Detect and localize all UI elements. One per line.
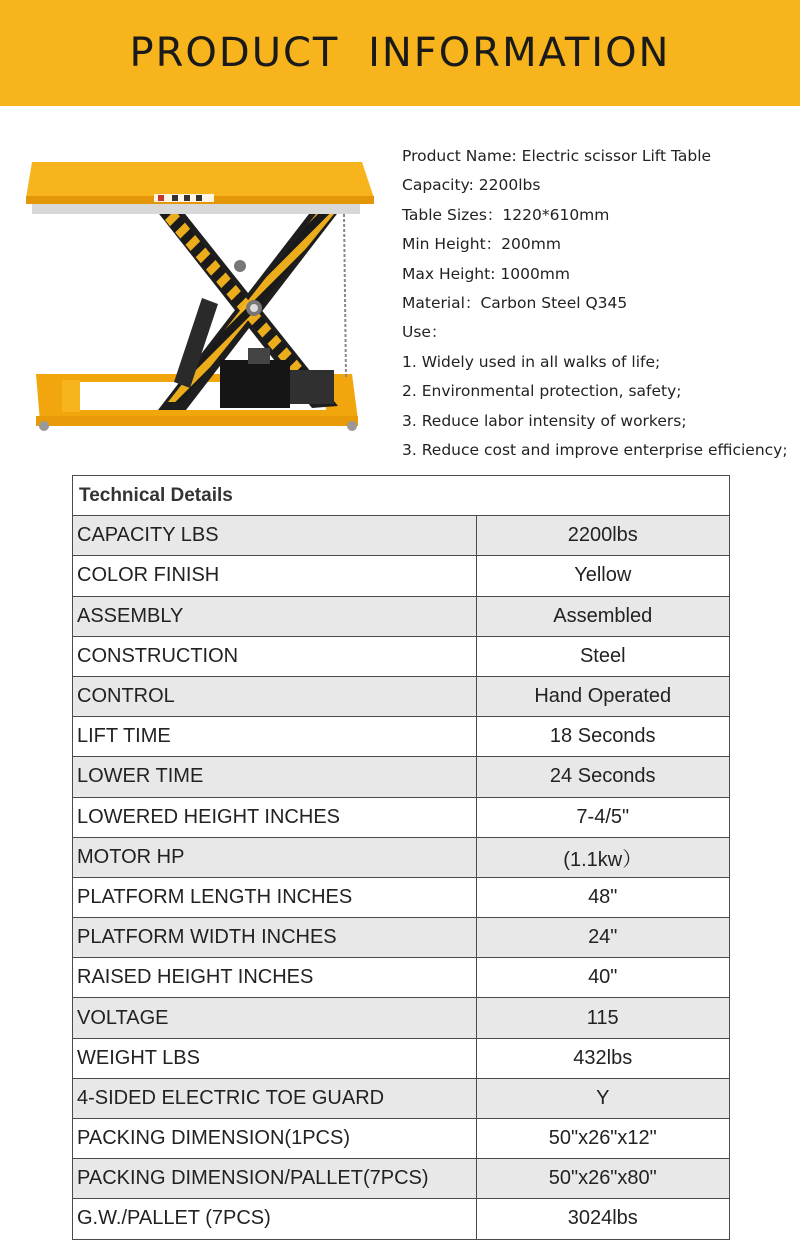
page-title: PRODUCT INFORMATION	[129, 30, 671, 76]
table-row	[73, 837, 730, 877]
row-value: 18 Seconds	[476, 717, 730, 757]
row-value: 24"	[476, 918, 730, 958]
row-value: Steel	[476, 636, 730, 676]
table-row	[73, 1038, 730, 1078]
table-title: Technical Details	[73, 476, 730, 516]
row-label: PLATFORM LENGTH INCHES	[73, 877, 477, 917]
table-row	[73, 757, 730, 797]
info-material: Material：Carbon Steel Q345	[402, 293, 628, 312]
info-min-height: Min Height：200mm	[402, 235, 561, 254]
table-row	[73, 797, 730, 837]
row-label: LIFT TIME	[73, 717, 477, 757]
row-value: 50"x26"x12"	[476, 1119, 730, 1159]
row-label: LOWERED HEIGHT INCHES	[73, 797, 477, 837]
row-value: Hand Operated	[476, 676, 730, 716]
row-value: Y	[476, 1078, 730, 1118]
row-value: 2200lbs	[476, 516, 730, 556]
table-row	[73, 1199, 730, 1239]
info-use-3: 3. Reduce labor intensity of workers;	[402, 411, 687, 430]
row-value: 3024lbs	[476, 1199, 730, 1239]
table-row	[73, 918, 730, 958]
row-label: PLATFORM WIDTH INCHES	[73, 918, 477, 958]
table-row	[73, 1119, 730, 1159]
info-use: Use：	[402, 323, 447, 342]
row-label: ASSEMBLY	[73, 596, 477, 636]
row-label: CONSTRUCTION	[73, 636, 477, 676]
row-value: Assembled	[476, 596, 730, 636]
info-table-sizes: Table Sizes：1220*610mm	[402, 205, 610, 224]
table-row	[73, 877, 730, 917]
scissor-lift-table-photo	[22, 148, 374, 444]
table-row	[73, 1078, 730, 1118]
table-row	[73, 717, 730, 757]
info-use-2: 2. Environmental protection, safety;	[402, 382, 682, 401]
row-value: 40"	[476, 958, 730, 998]
row-value: 50"x26"x80"	[476, 1159, 730, 1199]
row-label: CAPACITY LBS	[73, 516, 477, 556]
row-label: VOLTAGE	[73, 998, 477, 1038]
row-value: 432lbs	[476, 1038, 730, 1078]
row-label: CONTROL	[73, 676, 477, 716]
row-value: 115	[476, 998, 730, 1038]
technical-details-table	[72, 475, 730, 1240]
row-value: (1.1kw）	[476, 837, 730, 877]
row-value: Yellow	[476, 556, 730, 596]
row-label: 4-SIDED ELECTRIC TOE GUARD	[73, 1078, 477, 1118]
row-label: G.W./PALLET (7PCS)	[73, 1199, 477, 1239]
table-row	[73, 998, 730, 1038]
table-row	[73, 676, 730, 716]
product-info	[402, 142, 800, 465]
row-label: COLOR FINISH	[73, 556, 477, 596]
table-row	[73, 516, 730, 556]
row-value: 7-4/5"	[476, 797, 730, 837]
row-label: LOWER TIME	[73, 757, 477, 797]
row-label: MOTOR HP	[73, 837, 477, 877]
table-row	[73, 596, 730, 636]
table-row	[73, 1159, 730, 1199]
row-value: 24 Seconds	[476, 757, 730, 797]
info-max-height: Max Height: 1000mm	[402, 264, 571, 283]
info-use-1: 1. Widely used in all walks of life;	[402, 352, 661, 371]
row-label: WEIGHT LBS	[73, 1038, 477, 1078]
table-row	[73, 636, 730, 676]
row-label: PACKING DIMENSION/PALLET(7PCS)	[73, 1159, 477, 1199]
table-row	[73, 958, 730, 998]
info-product-name: Product Name: Electric scissor Lift Table	[402, 147, 712, 165]
row-label: PACKING DIMENSION(1PCS)	[73, 1119, 477, 1159]
info-capacity: Capacity: 2200lbs	[402, 176, 541, 195]
banner	[0, 0, 800, 106]
info-use-4: 3. Reduce cost and improve enterprise efficiency;	[402, 440, 788, 459]
row-value: 48"	[476, 877, 730, 917]
table-row	[73, 556, 730, 596]
row-label: RAISED HEIGHT INCHES	[73, 958, 477, 998]
